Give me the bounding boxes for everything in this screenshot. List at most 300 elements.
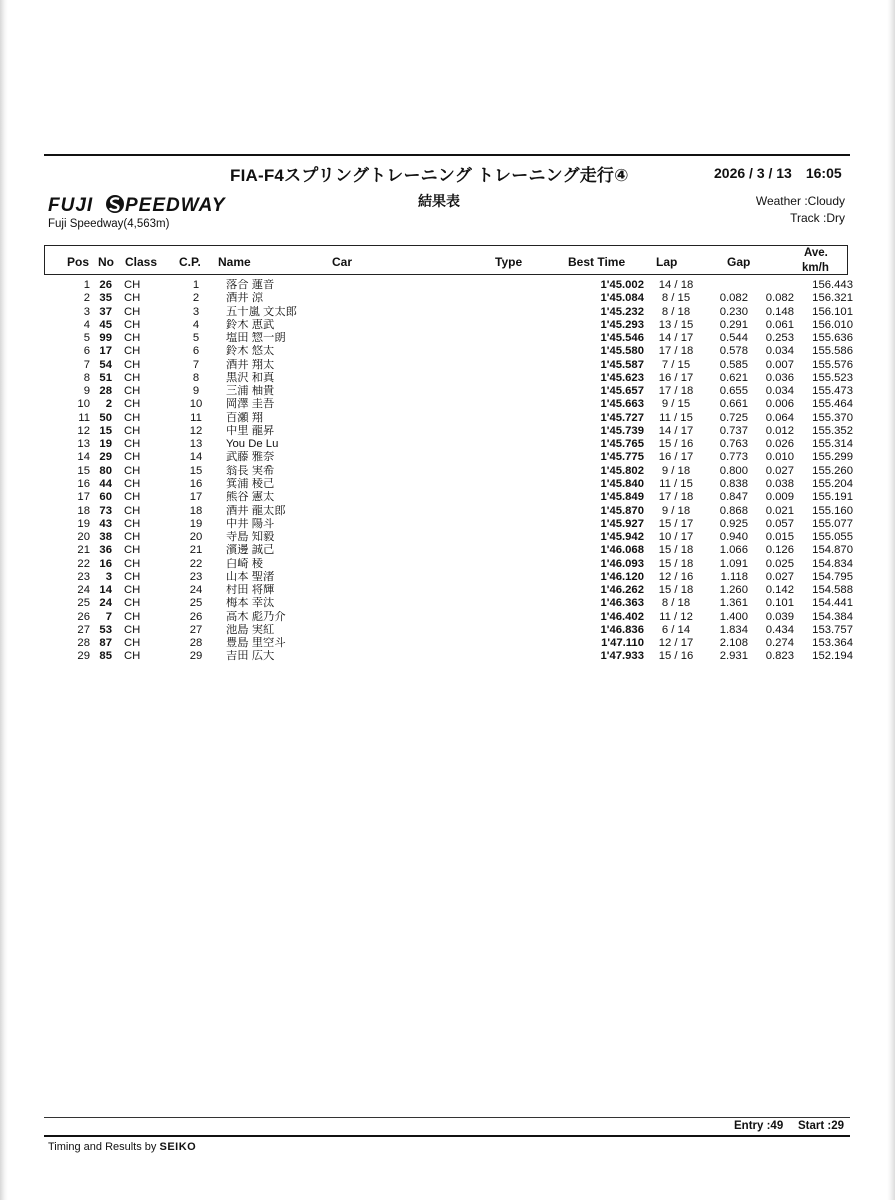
- gap-to-previous-cell: 0.027: [765, 570, 794, 583]
- table-row: [44, 332, 853, 345]
- table-row: [44, 465, 853, 478]
- pos-cell: 12: [77, 424, 90, 437]
- class-position-cell: 6: [192, 345, 200, 358]
- svg-text:PEEDWAY: PEEDWAY: [125, 195, 226, 215]
- table-row: [44, 611, 853, 624]
- results-table-subtitle: 結果表: [418, 193, 460, 209]
- page-edge-left: [0, 0, 8, 1200]
- gap-to-leader-cell: 0.661: [719, 398, 748, 411]
- footer-credit: [48, 1141, 196, 1153]
- car-number-cell: 24: [99, 597, 112, 610]
- car-cell: [382, 279, 560, 292]
- gap-to-previous-cell: 0.126: [765, 544, 794, 557]
- car-number-cell: 73: [99, 504, 112, 517]
- gap-to-leader-cell: 0.940: [719, 531, 748, 544]
- lap-cell: 11 / 15: [659, 477, 693, 490]
- gap-to-leader-cell: 2.931: [719, 650, 748, 663]
- average-speed-cell: 155.352: [812, 424, 853, 437]
- table-row: [44, 292, 853, 305]
- car-cell: [382, 544, 560, 557]
- pos-cell: 23: [77, 570, 90, 583]
- circuit-name: Fuji Speedway(4,563m): [48, 218, 170, 230]
- pos-cell: 29: [77, 650, 90, 663]
- gap-to-previous-cell: 0.010: [765, 451, 794, 464]
- car-number-cell: 2: [105, 398, 112, 411]
- lap-cell: 12 / 17: [658, 637, 694, 650]
- average-speed-cell: 155.370: [812, 411, 853, 424]
- driver-name-cell: 吉田 広大: [226, 650, 275, 663]
- car-cell: [382, 611, 560, 624]
- gap-to-leader-cell: 0.773: [719, 451, 748, 464]
- gap-to-previous-cell: 0.007: [765, 358, 794, 371]
- pos-cell: 28: [77, 637, 90, 650]
- gap-to-leader-cell: 0.847: [719, 491, 748, 504]
- table-row: [44, 451, 853, 464]
- class-position-cell: 4: [192, 318, 200, 331]
- col-cp: C.P.: [179, 255, 201, 269]
- driver-name-cell: 三浦 柚貴: [226, 385, 275, 398]
- car-cell: [382, 584, 560, 597]
- table-row: [44, 412, 853, 425]
- average-speed-cell: 156.010: [812, 318, 853, 331]
- best-time-cell: 1'45.765: [600, 438, 644, 451]
- gap-to-previous-cell: 0.082: [765, 292, 794, 305]
- class-position-cell: 3: [192, 305, 200, 318]
- driver-name-cell: 豊島 里空斗: [226, 637, 286, 650]
- gap-to-previous-cell: 0.034: [765, 385, 794, 398]
- average-speed-cell: 156.101: [812, 305, 853, 318]
- average-speed-cell: 155.299: [812, 451, 853, 464]
- pos-cell: 19: [77, 517, 90, 530]
- weather-info: Weather :Cloudy: [755, 194, 845, 208]
- footer-divider: [44, 1135, 850, 1137]
- average-speed-cell: 153.757: [812, 623, 853, 636]
- gap-to-leader-cell: 1.400: [719, 610, 748, 623]
- driver-name-cell: 百瀬 翔: [226, 411, 264, 424]
- footer-text: Timing and Results by: [48, 1141, 157, 1153]
- average-speed-cell: 154.795: [812, 570, 853, 583]
- pos-cell: 7: [83, 358, 90, 371]
- pos-cell: 10: [77, 398, 90, 411]
- average-speed-cell: 154.870: [812, 544, 853, 557]
- average-speed-cell: 155.576: [812, 358, 853, 371]
- best-time-cell: 1'46.120: [600, 570, 644, 583]
- best-time-cell: 1'45.580: [600, 345, 644, 358]
- pos-cell: 21: [77, 544, 90, 557]
- class-cell: CH: [124, 531, 141, 544]
- car-number-cell: 50: [99, 411, 112, 424]
- gap-to-leader-cell: 0.800: [719, 464, 748, 477]
- table-row: [44, 425, 853, 438]
- average-speed-cell: 153.364: [812, 637, 853, 650]
- class-position-cell: 13: [189, 438, 203, 451]
- gap-to-leader-cell: 1.066: [719, 544, 748, 557]
- car-cell: [382, 359, 560, 372]
- gap-to-leader-cell: 0.655: [719, 385, 748, 398]
- table-row: [44, 584, 853, 597]
- col-best-time: Best Time: [568, 255, 626, 269]
- average-speed-cell: 155.077: [812, 517, 853, 530]
- best-time-cell: 1'45.546: [600, 332, 644, 345]
- table-row: [44, 571, 853, 584]
- driver-name-cell: 黒沢 和真: [226, 371, 275, 384]
- best-time-cell: 1'45.942: [600, 531, 644, 544]
- car-number-cell: 85: [99, 650, 112, 663]
- gap-to-leader-cell: 0.725: [719, 411, 748, 424]
- gap-to-leader-cell: 0.291: [719, 318, 748, 331]
- best-time-cell: 1'45.775: [600, 451, 644, 464]
- average-speed-cell: 155.160: [812, 504, 853, 517]
- pos-cell: 1: [83, 279, 90, 291]
- class-cell: CH: [124, 424, 141, 437]
- svg-text:FUJI: FUJI: [48, 195, 94, 215]
- gap-to-leader-cell: 1.260: [719, 584, 748, 597]
- class-position-cell: 8: [192, 371, 200, 384]
- gap-to-previous-cell: 0.006: [765, 398, 794, 411]
- car-number-cell: 45: [99, 318, 112, 331]
- gap-to-previous-cell: 0.034: [765, 345, 794, 358]
- col-class: Class: [125, 255, 158, 269]
- gap-to-previous-cell: 0.434: [765, 623, 794, 636]
- best-time-cell: 1'46.093: [600, 557, 644, 570]
- gap-to-previous-cell: 0.142: [765, 584, 794, 597]
- col-type: Type: [495, 255, 523, 269]
- fuji-speedway-logo-icon: [48, 193, 258, 215]
- table-row: [44, 398, 853, 411]
- car-cell: [382, 624, 560, 637]
- class-cell: CH: [124, 371, 141, 384]
- class-position-cell: 25: [189, 597, 203, 610]
- class-position-cell: 21: [189, 544, 203, 557]
- start-count: Start :29: [798, 1120, 845, 1132]
- seiko-logo: SEIKO: [159, 1141, 197, 1153]
- table-row: [44, 478, 853, 491]
- class-position-cell: 1: [192, 279, 200, 291]
- car-number-cell: 16: [99, 557, 112, 570]
- average-speed-cell: 154.588: [812, 584, 853, 597]
- class-position-cell: 9: [192, 385, 200, 398]
- lap-cell: 17 / 18: [658, 491, 694, 504]
- car-number-cell: 43: [99, 517, 112, 530]
- lap-cell: 6 / 14: [661, 623, 691, 636]
- lap-cell: 14 / 17: [658, 424, 694, 437]
- gap-to-leader-cell: 0.621: [719, 371, 748, 384]
- average-speed-cell: 155.055: [812, 531, 853, 544]
- lap-cell: 16 / 17: [658, 451, 694, 464]
- pos-cell: 13: [77, 438, 90, 451]
- gap-to-previous-cell: 0.025: [765, 557, 794, 570]
- table-row: [44, 385, 853, 398]
- car-cell: [382, 465, 560, 478]
- pos-cell: 3: [83, 305, 90, 318]
- average-speed-cell: 156.321: [812, 292, 853, 305]
- average-speed-cell: 155.636: [812, 332, 853, 345]
- fuji-speedway-logo: [48, 193, 258, 215]
- gap-to-leader-cell: 1.118: [720, 570, 748, 583]
- class-position-cell: 7: [192, 358, 200, 371]
- lap-cell: 8 / 15: [661, 292, 691, 305]
- class-cell: CH: [124, 637, 141, 650]
- gap-to-leader-cell: 1.361: [719, 597, 748, 610]
- class-cell: CH: [124, 597, 141, 610]
- pos-cell: 20: [77, 531, 90, 544]
- lap-cell: 17 / 18: [658, 345, 694, 358]
- table-row: [44, 650, 853, 663]
- average-speed-cell: 154.834: [812, 557, 853, 570]
- gap-to-previous-cell: 0.026: [765, 438, 794, 451]
- class-position-cell: 16: [189, 477, 203, 490]
- gap-to-previous-cell: 0.036: [765, 371, 794, 384]
- col-car: Car: [332, 255, 353, 269]
- car-number-cell: 80: [99, 464, 112, 477]
- driver-name-cell: 梅本 幸汰: [226, 597, 275, 610]
- best-time-cell: 1'46.836: [600, 623, 644, 636]
- lap-cell: 8 / 18: [661, 597, 691, 610]
- driver-name-cell: 箕浦 稜己: [226, 477, 275, 490]
- driver-name-cell: You De Lu: [226, 438, 279, 451]
- gap-to-previous-cell: 0.021: [765, 504, 794, 517]
- gap-to-leader-cell: 1.091: [719, 557, 748, 570]
- driver-name-cell: 落合 蓮音: [226, 279, 275, 291]
- gap-to-leader-cell: 0.925: [719, 517, 748, 530]
- gap-to-previous-cell: [748, 279, 794, 292]
- class-position-cell: 27: [189, 623, 203, 636]
- class-cell: CH: [124, 491, 141, 504]
- best-time-cell: 1'45.084: [600, 292, 644, 305]
- class-position-cell: 22: [189, 557, 203, 570]
- lap-cell: 14 / 18: [658, 279, 694, 291]
- table-row: [44, 637, 853, 650]
- pos-cell: 6: [83, 345, 90, 358]
- average-speed-cell: 156.443: [812, 279, 853, 291]
- driver-name-cell: 寺島 知毅: [226, 531, 275, 544]
- class-cell: CH: [124, 358, 141, 371]
- class-position-cell: 20: [189, 531, 203, 544]
- driver-name-cell: 鈴木 悠太: [226, 345, 275, 358]
- class-position-cell: 24: [189, 584, 203, 597]
- class-position-cell: 23: [189, 570, 203, 583]
- car-number-cell: 99: [99, 332, 112, 345]
- class-cell: CH: [124, 438, 141, 451]
- car-number-cell: 36: [99, 544, 112, 557]
- class-cell: CH: [124, 504, 141, 517]
- best-time-cell: 1'46.068: [600, 544, 644, 557]
- lap-cell: 15 / 17: [658, 517, 694, 530]
- date-time: 2026 / 3 / 13 16:05: [714, 165, 842, 181]
- class-cell: CH: [124, 279, 141, 291]
- lap-cell: 15 / 18: [658, 544, 694, 557]
- class-position-cell: 15: [189, 464, 203, 477]
- driver-name-cell: 五十嵐 文太郎: [226, 305, 297, 318]
- table-row: [44, 544, 853, 557]
- gap-to-leader-cell: 0.578: [719, 345, 748, 358]
- best-time-cell: 1'46.402: [600, 610, 644, 623]
- driver-name-cell: 村田 将輝: [226, 584, 275, 597]
- gap-to-previous-cell: 0.039: [765, 610, 794, 623]
- pos-cell: 26: [77, 610, 90, 623]
- gap-to-leader-cell: 0.868: [719, 504, 748, 517]
- car-cell: [382, 345, 560, 358]
- car-cell: [382, 518, 560, 531]
- table-row: [44, 279, 853, 292]
- average-speed-cell: 155.586: [812, 345, 853, 358]
- average-speed-cell: 155.204: [812, 477, 853, 490]
- car-cell: [382, 650, 560, 663]
- gap-to-leader-cell: 0.838: [719, 477, 748, 490]
- driver-name-cell: 岡澤 圭吾: [226, 398, 275, 411]
- gap-to-previous-cell: 0.823: [765, 650, 794, 663]
- results-table: [44, 279, 853, 664]
- col-lap: Lap: [656, 255, 678, 269]
- table-row: [44, 518, 853, 531]
- car-cell: [382, 412, 560, 425]
- best-time-cell: 1'45.623: [600, 371, 644, 384]
- average-speed-cell: 155.464: [812, 398, 853, 411]
- car-number-cell: 7: [105, 610, 112, 623]
- lap-cell: 7 / 15: [661, 358, 691, 371]
- driver-name-cell: 中井 陽斗: [226, 517, 275, 530]
- pos-cell: 11: [78, 411, 90, 424]
- col-name: Name: [218, 255, 251, 269]
- gap-to-previous-cell: 0.038: [765, 477, 794, 490]
- car-number-cell: 26: [99, 279, 112, 291]
- class-cell: CH: [124, 544, 141, 557]
- car-cell: [382, 558, 560, 571]
- pos-cell: 9: [83, 385, 90, 398]
- lap-cell: 15 / 16: [658, 438, 694, 451]
- class-position-cell: 28: [189, 637, 203, 650]
- average-speed-cell: 154.384: [812, 610, 853, 623]
- best-time-cell: 1'45.232: [600, 305, 644, 318]
- pos-cell: 27: [77, 623, 90, 636]
- best-time-cell: 1'46.262: [600, 584, 644, 597]
- gap-to-leader-cell: 0.082: [719, 292, 748, 305]
- gap-to-leader-cell: [708, 279, 748, 292]
- car-number-cell: 17: [99, 345, 112, 358]
- class-cell: CH: [124, 610, 141, 623]
- table-row: [44, 491, 853, 504]
- page-title: FIA-F4スプリングトレーニング トレーニング走行④: [230, 166, 629, 185]
- gap-to-previous-cell: 0.274: [765, 637, 794, 650]
- car-cell: [382, 531, 560, 544]
- driver-name-cell: 翁長 実希: [226, 464, 275, 477]
- pos-cell: 14: [77, 451, 90, 464]
- car-number-cell: 51: [99, 371, 112, 384]
- class-cell: CH: [124, 398, 141, 411]
- col-pos: Pos: [67, 255, 90, 269]
- lap-cell: 14 / 17: [658, 332, 694, 345]
- gap-to-previous-cell: 0.027: [765, 464, 794, 477]
- driver-name-cell: 酒井 涼: [226, 292, 264, 305]
- lap-cell: 17 / 18: [658, 385, 694, 398]
- col-no: No: [98, 255, 114, 269]
- pos-cell: 22: [77, 557, 90, 570]
- col-ave-unit: km/h: [802, 262, 829, 274]
- gap-to-previous-cell: 0.012: [765, 424, 794, 437]
- table-row: [44, 558, 853, 571]
- table-row: [44, 372, 853, 385]
- results-table-body: [44, 279, 853, 664]
- table-row: [44, 531, 853, 544]
- driver-name-cell: 鈴木 恵武: [226, 318, 275, 331]
- table-row: [44, 306, 853, 319]
- average-speed-cell: 154.441: [812, 597, 853, 610]
- pos-cell: 16: [77, 477, 90, 490]
- best-time-cell: 1'45.802: [600, 464, 644, 477]
- average-speed-cell: 155.473: [812, 385, 853, 398]
- col-ave: Ave.: [804, 247, 828, 259]
- gap-to-previous-cell: 0.253: [765, 332, 794, 345]
- pos-cell: 24: [77, 584, 90, 597]
- driver-name-cell: 武藤 雅奈: [226, 451, 275, 464]
- table-row: [44, 624, 853, 637]
- lap-cell: 10 / 17: [658, 531, 694, 544]
- car-cell: [382, 637, 560, 650]
- track-condition: Track :Dry: [790, 211, 845, 225]
- average-speed-cell: 155.523: [812, 371, 853, 384]
- bottom-divider: [44, 1117, 850, 1118]
- car-cell: [382, 332, 560, 345]
- best-time-cell: 1'45.840: [600, 477, 644, 490]
- driver-name-cell: 濱邊 誠己: [226, 544, 275, 557]
- lap-cell: 12 / 16: [658, 570, 694, 583]
- best-time-cell: 1'45.870: [600, 504, 644, 517]
- car-cell: [382, 505, 560, 518]
- class-position-cell: 18: [189, 504, 203, 517]
- gap-to-leader-cell: 0.544: [719, 332, 748, 345]
- average-speed-cell: 155.260: [812, 464, 853, 477]
- car-cell: [382, 491, 560, 504]
- gap-to-leader-cell: 1.834: [719, 623, 748, 636]
- driver-name-cell: 白崎 稜: [226, 557, 264, 570]
- best-time-cell: 1'45.739: [600, 424, 644, 437]
- car-cell: [382, 451, 560, 464]
- class-cell: CH: [124, 292, 141, 305]
- car-number-cell: 87: [99, 637, 112, 650]
- class-position-cell: 14: [189, 451, 203, 464]
- best-time-cell: 1'47.933: [600, 650, 644, 663]
- class-cell: CH: [124, 318, 141, 331]
- class-cell: CH: [124, 345, 141, 358]
- car-cell: [382, 438, 560, 451]
- class-cell: CH: [124, 411, 141, 424]
- pos-cell: 17: [77, 491, 90, 504]
- car-number-cell: 14: [99, 584, 112, 597]
- driver-name-cell: 酒井 龍太郎: [226, 504, 286, 517]
- car-cell: [382, 478, 560, 491]
- class-cell: CH: [124, 623, 141, 636]
- best-time-cell: 1'45.727: [600, 411, 644, 424]
- top-divider: [44, 154, 850, 156]
- driver-name-cell: 塩田 惣一朗: [226, 332, 286, 345]
- best-time-cell: 1'47.110: [601, 637, 644, 650]
- car-number-cell: 38: [99, 531, 112, 544]
- table-row: [44, 505, 853, 518]
- lap-cell: 11 / 12: [659, 610, 693, 623]
- best-time-cell: 1'45.657: [600, 385, 644, 398]
- class-position-cell: 10: [189, 398, 203, 411]
- lap-cell: 15 / 18: [658, 557, 694, 570]
- class-cell: CH: [124, 305, 141, 318]
- gap-to-leader-cell: 0.585: [719, 358, 748, 371]
- driver-name-cell: 池島 実紅: [226, 623, 275, 636]
- pos-cell: 4: [83, 318, 90, 331]
- best-time-cell: 1'45.293: [600, 318, 644, 331]
- pos-cell: 18: [77, 504, 90, 517]
- lap-cell: 16 / 17: [658, 371, 694, 384]
- driver-name-cell: 酒井 翔太: [226, 358, 275, 371]
- class-cell: CH: [124, 477, 141, 490]
